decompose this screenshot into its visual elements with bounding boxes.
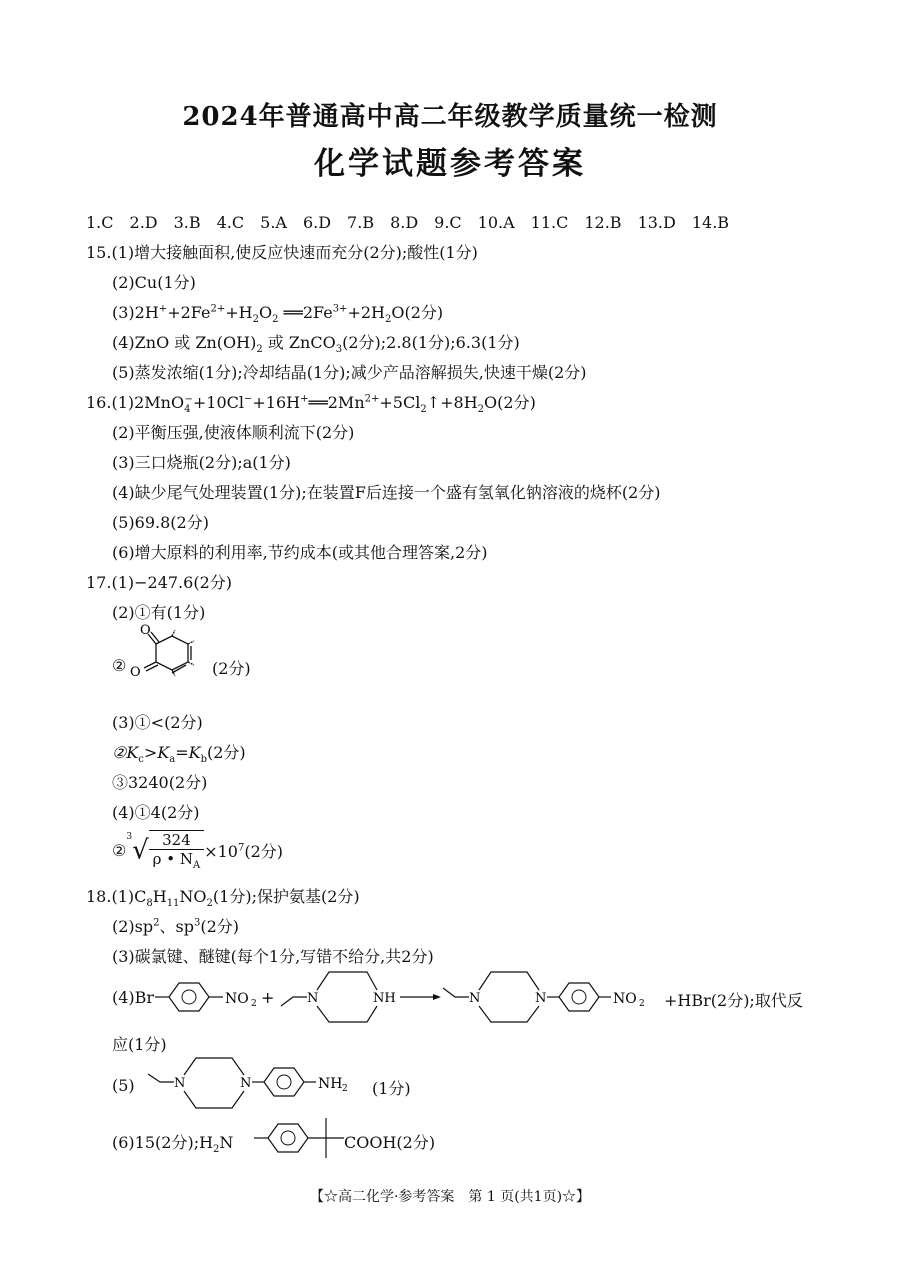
q17-part2: (2)①有(1分) <box>112 603 206 622</box>
page-footer: 【☆高二化学·参考答案 第 1 页(共1页)☆】 <box>309 1189 591 1205</box>
q17-part3c: ③3240(2分) <box>112 773 208 792</box>
svg-text:N: N <box>307 991 319 1006</box>
q15-part2: (2)Cu(1分) <box>112 273 196 292</box>
q18-part6-tail: COOH(2分) <box>344 1133 436 1152</box>
svg-text:2: 2 <box>639 999 645 1009</box>
svg-text:2: 2 <box>342 1084 348 1094</box>
q15-part4: (4)ZnO 或 $Zn(OH)_2$ 或 ZnCO$_3$(2分);2.8(1分);6.3(1分) <box>112 333 520 356</box>
svg-text:N: N <box>174 1076 186 1091</box>
page-title: 2024年普通高中高二年级教学质量统一检测 <box>182 102 718 132</box>
q18-part4-label: (4)Br <box>112 988 155 1007</box>
q16-part6: (6)增大原料的利用率,节约成本(或其他合理答案,2分) <box>112 543 488 562</box>
q15-part3: $(3)2H^++2Fe^{2+}+H_2O_2$ $══2Fe^{3+}+2H_2O(2$分) <box>112 303 444 326</box>
q17-part2b-score: (2分) <box>212 659 251 678</box>
q15-part5: (5)蒸发浓缩(1分);冷却结晶(1分);减少产品溶解损失,快速干燥(2分) <box>112 363 587 382</box>
q17-part2b-label: ② <box>112 656 127 675</box>
q18-part2: $(2)sp^2$、$sp^3(2$分) <box>112 917 240 936</box>
q15-part1: 15.(1)增大接触面积,使反应快速而充分(2分);酸性(1分) <box>86 243 478 262</box>
svg-text:N: N <box>535 991 547 1006</box>
q18-part5-structure <box>146 1052 386 1114</box>
page-subtitle: 化学试题参考答案 <box>314 146 586 182</box>
svg-text:N: N <box>240 1076 252 1091</box>
svg-text:O: O <box>140 623 151 638</box>
q18-part6-structure <box>254 1112 344 1162</box>
q18-part4-tail: +HBr(2分);取代反 <box>664 991 803 1010</box>
q17-part3b: $②K_c>K_a=K_b(2$分) <box>112 743 246 766</box>
q18-part5-score: (1分) <box>372 1079 411 1098</box>
q18-part4-cont: 应(1分) <box>112 1035 167 1054</box>
q17-part4: (4)①4(2分) <box>112 803 200 822</box>
svg-text:NO: NO <box>225 991 249 1007</box>
q16-part4: (4)缺少尾气处理装置(1分);在装置F后连接一个盛有氢氧化钠溶液的烧杯(2分) <box>112 483 661 502</box>
svg-text:NO: NO <box>613 991 637 1007</box>
svg-text:NH: NH <box>373 991 396 1006</box>
multiple-choice-answers: 1.C 2.D 3.B 4.C 5.A 6.D 7.B 8.D 9.C 10.A 11.C 12.B 13.D 14.B <box>86 213 730 232</box>
q17-part1: 17.(1)−247.6(2分) <box>86 573 232 592</box>
quinone-structure-diagram <box>126 622 216 694</box>
q18-part1: $18.(1)C_8H_{11}NO_2(1$分);保护氨基(2分) <box>86 887 360 910</box>
q18-part5-label: (5) <box>112 1076 135 1095</box>
q16-part5: (5)69.8(2分) <box>112 513 209 532</box>
q16-part3: (3)三口烧瓶(2分);a(1分) <box>112 453 291 472</box>
svg-text:N: N <box>469 991 481 1006</box>
svg-text:+: + <box>261 988 275 1007</box>
q18-reaction-diagram <box>155 966 675 1030</box>
q17-part3: (3)①<(2分) <box>112 713 203 732</box>
svg-text:2: 2 <box>251 999 257 1009</box>
q16-part2: (2)平衡压强,使液体顺利流下(2分) <box>112 423 355 442</box>
svg-text:O: O <box>130 665 141 680</box>
q17-part4b: ②$^3$√ $\frac{324}{\rho • N_A}$ $\times 10^7(2$分) <box>112 831 284 871</box>
q18-part3: (3)碳氯键、醚键(每个1分,写错不给分,共2分) <box>112 947 434 966</box>
svg-text:NH: NH <box>318 1076 343 1092</box>
q18-part6: (6)15(2分)$;H_2N$ <box>112 1133 234 1156</box>
q16-part1: $16.(1)2MnO_4^-+10Cl^-+16H^+══2Mn^{2+}+5Cl_2↑+8H_2O(2$分) <box>86 393 536 416</box>
